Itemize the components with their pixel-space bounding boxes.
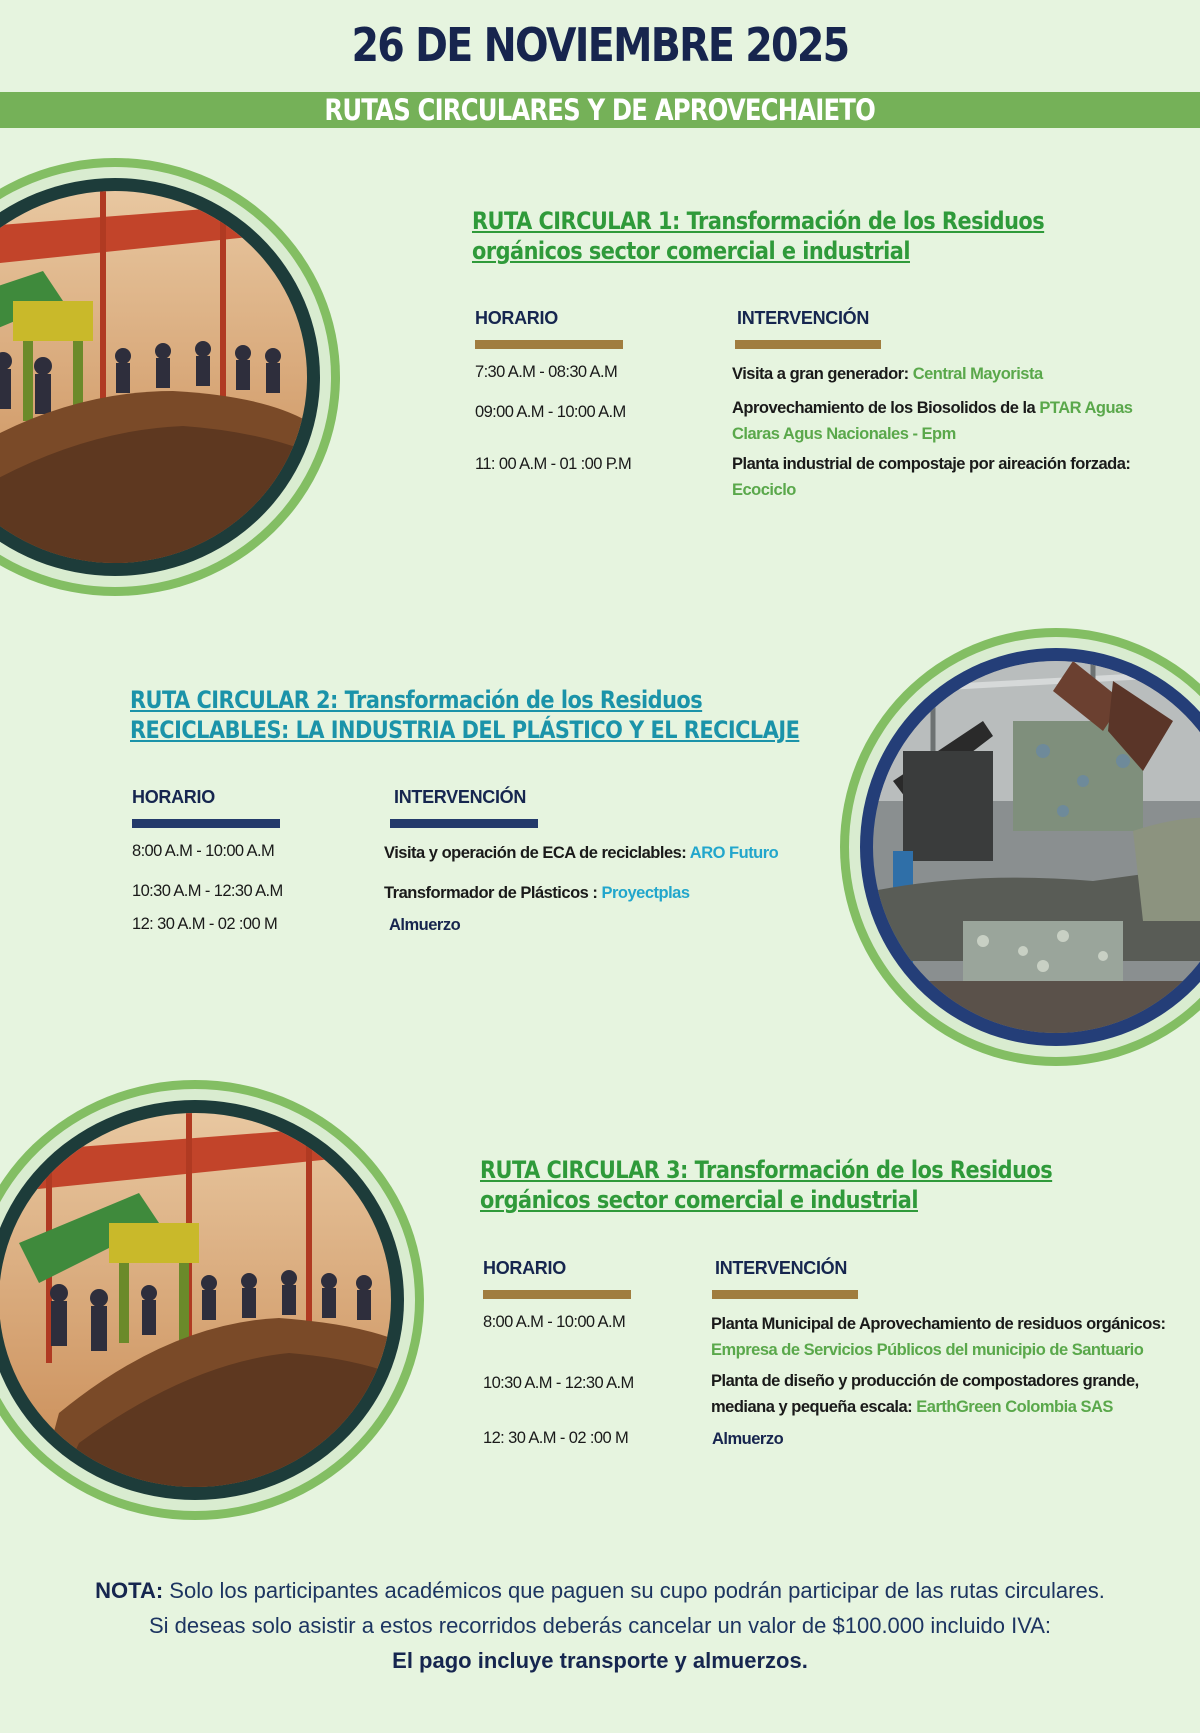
route1-title-line2: orgánicos sector comercial e industrial	[472, 237, 910, 265]
route3-title-line1: RUTA CIRCULAR 3: Transformación de los Residuos	[480, 1156, 1053, 1184]
route1-time-2: 09:00 A.M - 10:00 A.M	[475, 403, 626, 421]
route3-time-3: 12: 30 A.M - 02 :00 M	[483, 1429, 629, 1447]
note-line-2: Si deseas solo asistir a estos recorridos deberás cancelar un valor de $100.000 incluido IVA:	[148, 1613, 1052, 1638]
route2-horario-heading: HORARIO	[132, 787, 215, 807]
route1-intervencion-heading: INTERVENCIÓN	[737, 308, 870, 328]
route3-time-2: 10:30 A.M - 12:30 A.M	[483, 1374, 634, 1392]
section-banner-label: RUTAS CIRCULARES Y DE APROVECHAIETO	[324, 93, 876, 127]
route3-intervention-3	[712, 1426, 1152, 1452]
route2-intervencion-bar	[390, 819, 538, 828]
route1-title-line1: RUTA CIRCULAR 1: Transformación de los Residuos	[472, 207, 1045, 235]
route3-time-1: 8:00 A.M - 10:00 A.M	[483, 1313, 626, 1331]
route3-intervention-1-text: Planta Municipal de Aprovechamiento de residuos orgánicos:	[711, 1315, 1166, 1333]
route3-composting-photo	[0, 1113, 391, 1487]
note-line-1	[0, 1578, 1200, 1604]
route1-intervention-3-place: Ecociclo	[732, 481, 796, 499]
note-label: NOTA:	[95, 1578, 164, 1603]
route1-horario-heading: HORARIO	[475, 308, 558, 328]
route1-intervention-2-text: Aprovechamiento de los Biosolidos de la	[732, 399, 1040, 417]
route2-intervention-1	[384, 840, 824, 866]
route2-title-line2: RECICLABLES: LA INDUSTRIA DEL PLÁSTICO Y EL RECICLAJE	[130, 716, 800, 744]
route1-intervention-2	[732, 395, 1152, 447]
route2-intervention-2	[384, 880, 824, 906]
event-date-title: 26 DE NOVIEMBRE 2025	[351, 18, 849, 72]
route3-title-line2: orgánicos sector comercial e industrial	[480, 1186, 918, 1214]
route3-horario-bar	[483, 1290, 631, 1299]
note-text-1: Solo los participantes académicos que paguen su cupo podrán participar de las rutas circulares.	[163, 1578, 1105, 1603]
route1-title	[472, 206, 1044, 266]
route2-intervention-3-lunch: Almuerzo	[389, 916, 461, 934]
route3-intervention-2	[711, 1368, 1181, 1420]
route2-horario-bar	[132, 819, 280, 828]
route1-intervention-2-place: PTAR Aguas Claras Agus Nacionales - Epm	[732, 399, 1133, 443]
route1-intervention-1-text: Visita a gran generador:	[732, 365, 913, 383]
route3-intervencion-heading: INTERVENCIÓN	[715, 1258, 848, 1278]
route3-intervention-2-place: EarthGreen Colombia SAS	[916, 1398, 1113, 1416]
route2-intervention-1-text: Visita y operación de ECA de reciclables:	[384, 844, 690, 862]
route1-time-1: 7:30 A.M - 08:30 A.M	[475, 363, 618, 381]
route3-horario-heading: HORARIO	[483, 1258, 566, 1278]
route2-intervention-2-place: Proyectplas	[601, 884, 690, 902]
route1-time-3: 11: 00 A.M - 01 :00 P.M	[475, 455, 632, 473]
route1-intervention-1	[732, 361, 1152, 387]
route2-time-2: 10:30 A.M - 12:30 A.M	[132, 882, 283, 900]
route1-intervention-1-place: Central Mayorista	[912, 365, 1043, 383]
route3-intervention-1	[711, 1311, 1197, 1363]
route2-intervention-3	[389, 912, 829, 938]
route2-intervention-2-text: Transformador de Plásticos :	[384, 884, 602, 902]
note-line-3	[0, 1648, 1200, 1674]
route2-time-1: 8:00 A.M - 10:00 A.M	[132, 842, 275, 860]
composting-plant-photo-icon	[0, 1113, 391, 1487]
route2-intervention-1-place: ARO Futuro	[689, 844, 779, 862]
route2-title	[130, 685, 799, 745]
route3-intervention-2-text: Planta de diseño y producción de compostadores grande, mediana y pequeña escala:	[711, 1372, 1139, 1416]
route1-intervention-3	[732, 451, 1152, 503]
route1-intervencion-bar	[735, 340, 881, 349]
route1-intervention-3-text: Planta industrial de compostaje por aireación forzada:	[732, 455, 1131, 473]
route3-title	[480, 1155, 1052, 1215]
route2-time-3: 12: 30 A.M - 02 :00 M	[132, 915, 278, 933]
route3-intervention-3-lunch: Almuerzo	[712, 1430, 784, 1448]
route1-horario-bar	[475, 340, 623, 349]
route2-intervencion-heading: INTERVENCIÓN	[394, 787, 527, 807]
route3-intervencion-bar	[712, 1290, 858, 1299]
route2-title-line1: RUTA CIRCULAR 2: Transformación de los Residuos	[130, 686, 703, 714]
route3-intervention-1-place: Empresa de Servicios Públicos del municipio de Santuario	[711, 1341, 1144, 1359]
note-payment-included: El pago incluye transporte y almuerzos.	[392, 1648, 808, 1673]
section-banner	[0, 92, 1200, 128]
